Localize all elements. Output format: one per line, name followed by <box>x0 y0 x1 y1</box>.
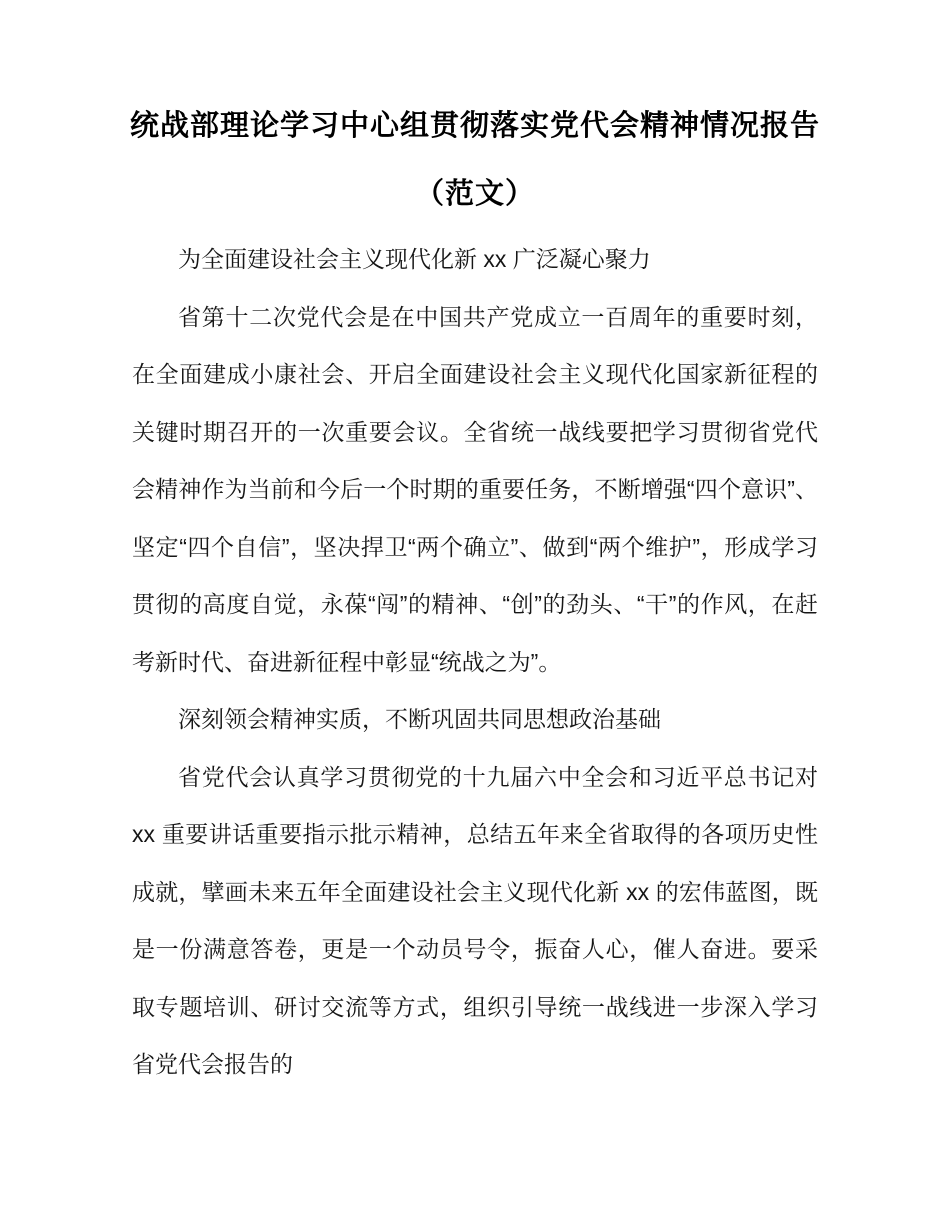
document-body <box>132 231 818 1094</box>
paragraph-lead: 为全面建设社会主义现代化新 xx 广泛凝心聚力 <box>178 246 651 272</box>
document-subtitle: （范文） <box>414 178 535 210</box>
paragraph-body: 省第十二次党代会是在中国共产党成立一百周年的重要时刻，在全面建成小康社会、开启全面建设社会主义现代化国家新征程的关键时期召开的一次重要会议。全省统一战线要把学习贯彻省党代会精神作为当前和今后一个时期的重要任务，不断增强“四个意识”、坚定“四个自信”，坚决捍卫“两个确立”、做到“两个维护”，形成学习贯彻的高度自觉，永葆“闯”的精神、“创”的劲头、“干”的作风，在赶考新时代、奋进新征程中彰显“统战之为”。 <box>132 303 818 675</box>
paragraph-section-heading: 深刻领会精神实质，不断巩固共同思想政治基础 <box>178 706 661 732</box>
paragraph-body: 省党代会认真学习贯彻党的十九届六中全会和习近平总书记对 xx 重要讲话重要指示批示精神，总结五年来全省取得的各项历史性成就，擘画未来五年全面建设社会主义现代化新 xx 的宏伟蓝图，既是一份满意答卷，更是一个动员号令，振奋人心，催人奋进。要采取专题培训、研讨交流等方式，组织引导统一战线进一步深入学习省党代会报告的 <box>132 763 818 1077</box>
document-title: 统战部理论学习中心组贯彻落实党代会精神情况报告 <box>129 110 820 142</box>
